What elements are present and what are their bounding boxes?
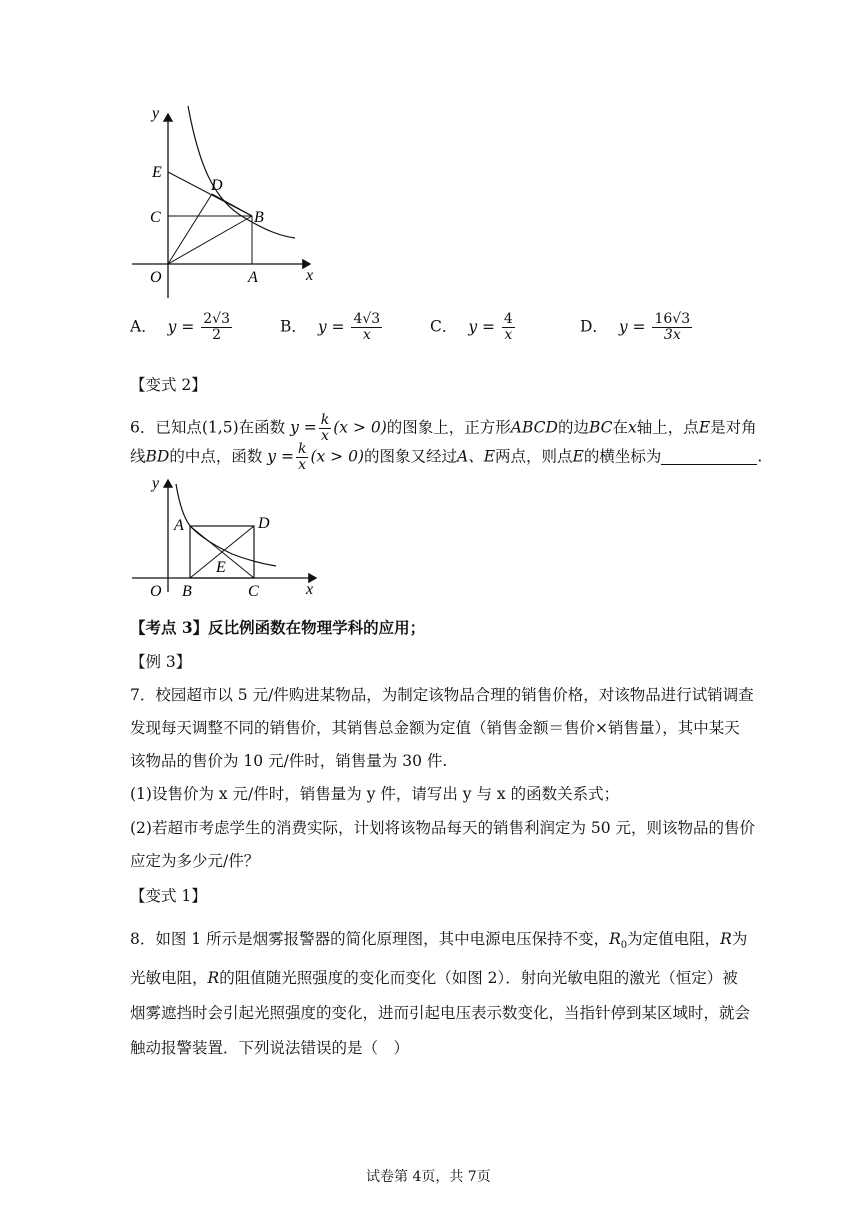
q7-line-1: 7．校园超市以 5 元/件购进某物品，为制定该物品合理的销售价格，对该物品进行试销调查 (130, 686, 754, 704)
figure-2-graph (120, 472, 330, 602)
segment-OD (168, 194, 212, 264)
q7-sub-2a: (2)若超市考虑学生的消费实际，计划将该物品每天的销售利润定为 50 元，则该物品的售价 (130, 819, 756, 837)
label-C: C (150, 209, 161, 226)
q7-sub-2b: 应定为多少元/件？ (130, 852, 260, 870)
q8-line-4: 触动报警装置．下列说法错误的是（ ） (130, 1039, 410, 1057)
page-footer: 试卷第 4页，共 7页 (366, 1169, 491, 1185)
kaodian-3-heading: 【考点 3】反比例函数在物理学科的应用； (130, 618, 426, 637)
hyperbola-curve (188, 106, 295, 238)
figure-1-graph (120, 100, 330, 305)
segment-OB (168, 216, 252, 264)
q7-sub-1: (1)设售价为 x 元/件时，销售量为 y 件，请写出 y 与 x 的函数关系式； (130, 785, 620, 803)
label-O: O (150, 269, 162, 286)
option-c: C． y = $\frac{4}{x}$ (430, 311, 513, 343)
q7-line-3: 该物品的售价为 10 元/件时，销售量为 30 件. (130, 752, 448, 770)
label-y: y (152, 105, 160, 122)
option-a: A． y = $\frac{2√3}{2}$ (130, 311, 230, 343)
q7-line-2: 发现每天调整不同的销售价，其销售总金额为定值（销售金额＝售价×销售量），其中某天 (130, 719, 740, 737)
label-B: B (254, 209, 264, 226)
label-B: B (182, 583, 192, 600)
label-D: D (258, 515, 270, 532)
option-d: D． y = $\frac{16√3}{3x}$ (580, 311, 691, 343)
label-y: y (152, 475, 160, 492)
q6-line-2: 线BD的中点，函数 y = $\frac{k}{x}$ (x > 0)的图象又经过A、E两点，则点E的横坐标为 . (130, 441, 763, 473)
answer-blank[interactable] (661, 448, 757, 465)
q8-line-3: 烟雾遮挡时会引起光照强度的变化，进而引起电压表示数变化，当指针停到某区域时，就会 (130, 1004, 751, 1022)
variant-1-heading: 【变式 1】 (130, 887, 207, 905)
label-E: E (216, 559, 226, 576)
q8-line-1: 8．如图 1 所示是烟雾报警器的简化原理图，其中电源电压保持不变，$R_0$为定值电阻，R为 (130, 930, 748, 952)
label-x: x (306, 581, 314, 598)
label-A: A (174, 517, 184, 534)
label-D: D (211, 177, 223, 194)
label-O: O (150, 583, 162, 600)
q8-line-2: 光敏电阻，R的阻值随光照强度的变化而变化（如图 2）．射向光敏电阻的激光（恒定）被 (130, 969, 738, 987)
option-b: B． y = $\frac{4√3}{x}$ (280, 311, 381, 343)
label-x: x (306, 267, 314, 284)
label-C: C (248, 583, 259, 600)
segment-DB (212, 194, 252, 216)
variant-2-heading: 【变式 2】 (130, 376, 207, 394)
label-E: E (152, 164, 162, 181)
label-A: A (248, 269, 258, 286)
example-3-heading: 【例 3】 (130, 653, 192, 671)
q6-line-1: 6．已知点(1,5)在函数 y = $\frac{k}{x}$ (x > 0)的图象上，正方形ABCD的边BC在x轴上，点E是对角 (130, 412, 757, 444)
